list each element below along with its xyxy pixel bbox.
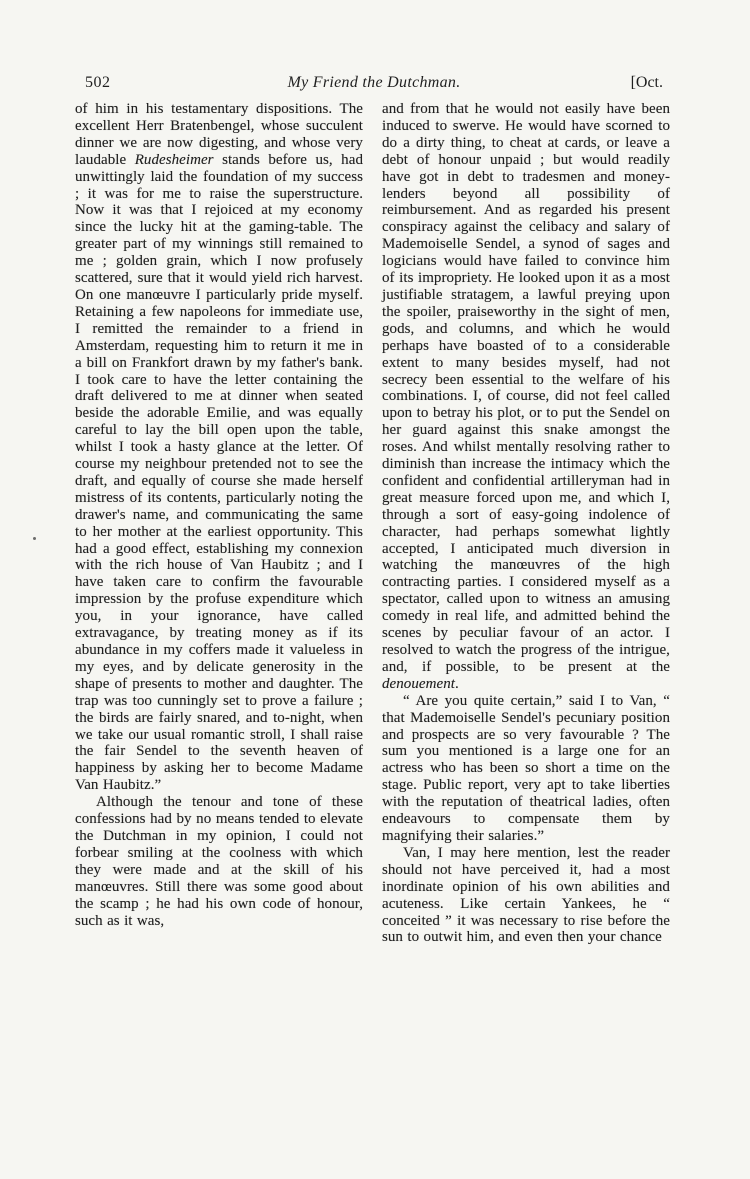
running-header: [85, 74, 663, 92]
body-text: of him in his testamentary dispositions. The excellent Herr Bratenbengel, whose succulent dinner we are now digesting, and whose very laudable: [75, 101, 363, 168]
page-number: 502: [85, 74, 111, 91]
paragraph: [75, 101, 363, 794]
column-left: [75, 101, 363, 946]
column-right: [382, 101, 670, 946]
body-text: and from that he would not easily have been induced to swerve. He would have scorned to do a dirty thing, to cheat at cards, or leave a debt of honour unpaid ; but would readily have got in debt to tradesmen and money-lenders beyond all possibility of reimbursement. And as regarded his present conspiracy against the celibacy and salary of Mademoiselle Sendel, a synod of sages and logicians would have failed to convince him of its impropriety. He looked upon it as a most justifiable stratagem, a lawful preying upon the spoiler, praiseworthy in the sight of men, gods, and columns, and which he would perhaps have boasted of to a considerable extent to many besides myself, had not secrecy been essential to the welfare of his combinations. I, of course, did not feel called upon to betray his plot, or to put the Sendel on her guard against this snake amongst the roses. And whilst mentally resolving rather to diminish than increase the intimacy which the confident and confidential artilleryman had in great measure forced upon me, and which I, through a sort of easy-going indolence of character, had perhaps somewhat lightly accepted, I anticipated much diversion in watching the manœuvres of the high contracting parties. I considered myself as a spectator, called upon to witness an amusing comedy in real life, and admitted behind the scenes by peculiar favour of an actor. I resolved to watch the progress of the intrigue, and, if possible, to be present at the: [382, 101, 670, 675]
body-text: Although the tenour and tone of these confessions had by no means tended to elevate the Dutchman in my opinion, I could not forbear smiling at the coolness with which they were made and at the skill of his manœuvres. Still there was some good about the scamp ; he had his own code of honour, such as it was,: [75, 794, 363, 929]
body-text: “ Are you quite certain,” said I to Van, “ that Mademoiselle Sendel's pecuniary position and prospects are so very favourable ? The sum you mentioned is a large one for an actress who has been so short a time on the stage. Public report, very apt to take liberties with the reputation of theatrical ladies, often endeavours to compensate them by magnifying their salaries.”: [382, 692, 670, 844]
paragraph: [382, 845, 670, 946]
italic-text: Rudesheimer: [134, 151, 214, 168]
paragraph: [382, 693, 670, 845]
issue-label: [Oct.: [630, 74, 663, 91]
italic-text: denouement: [382, 675, 455, 692]
paragraph: [75, 794, 363, 929]
body-text: stands before us, had unwittingly laid the foundation of my success ; it was for me to raise the superstructure. Now it was that I rejoiced at my economy since the lucky hit at the gaming-table. The greater part of my winnings still remained to me ; golden grain, which I now profusely scattered, sure that it would yield rich harvest. On one manœuvre I particularly pride myself. Retaining a few napoleons for immediate use, I remitted the remainder to a friend in Amsterdam, requesting him to return it me in a bill on Frankfort drawn by my father's bank. I took care to have the letter containing the draft delivered to me at dinner when seated beside the adorable Emilie, and was equally careful to lay the bill open upon the table, whilst I took a hasty glance at the letter. Of course my neighbour pretended not to see the draft, and equally of course she made herself mistress of its contents, particularly noting the drawer's name, and communicating the same to her mother at the earliest opportunity. This had a good effect, establishing my connexion with the rich house of Van Haubitz ; and I have taken care to confirm the favourable impression by the profuse expenditure which you, in your ignorance, have called extravagance, by treating money as if its abundance in my coffers made it valueless in my eyes, and by delicate generosity in the shape of presents to mother and daughter. The trap was too cunningly set to prove a failure ; the birds are fairly snared, and to-night, when we take our usual romantic stroll, I shall raise the fair Sendel to the seventh heaven of happiness by asking her to become Madame Van Haubitz.”: [75, 151, 363, 794]
scan-artifact-dot: [33, 537, 36, 540]
body-text: Van, I may here mention, lest the reader should not have perceived it, had a most inordinate opinion of his own abilities and acuteness. Like certain Yankees, he “ conceited ” it was necessary to rise before the sun to outwit him, and even then your chance: [382, 844, 670, 946]
running-title: My Friend the Dutchman.: [287, 74, 461, 91]
paragraph: [382, 101, 670, 693]
body-text: .: [454, 675, 459, 692]
text-columns: [75, 101, 669, 946]
